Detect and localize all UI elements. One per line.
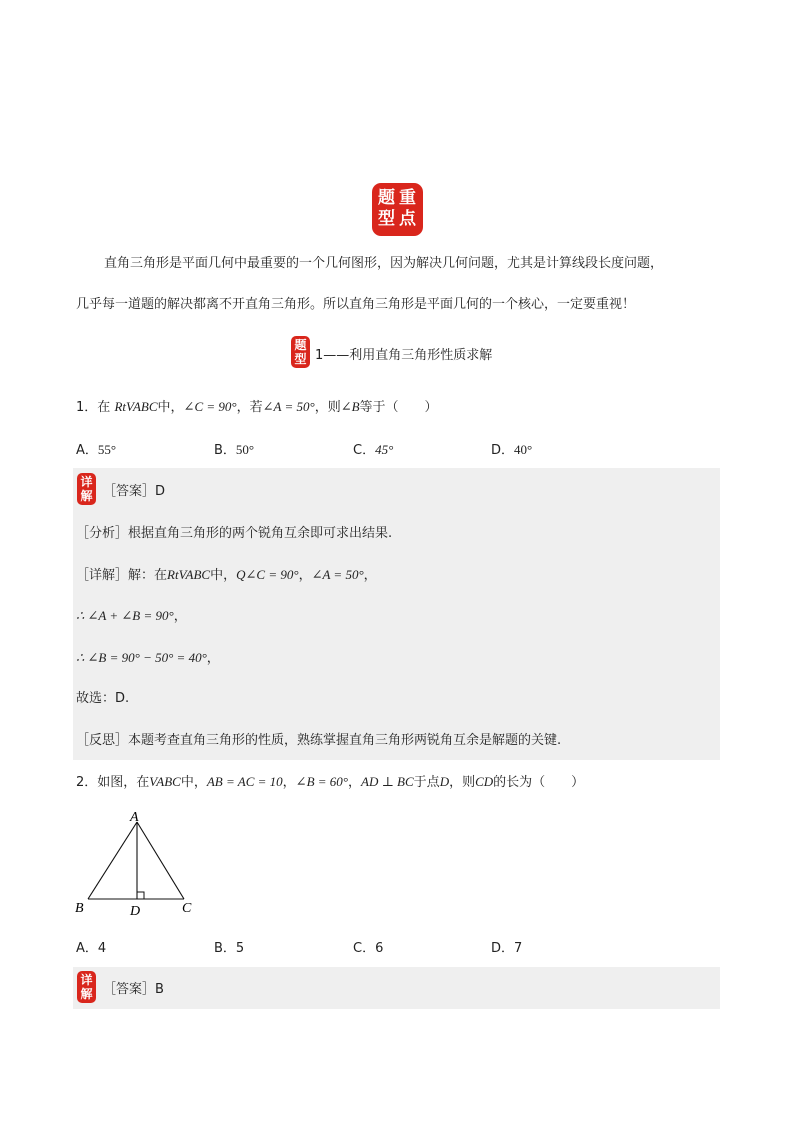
q2-option-c[interactable] (353, 940, 383, 958)
q2-stem-text: 中， (180, 775, 207, 790)
key-question-type-logo (372, 183, 423, 236)
q1-option-b[interactable] (214, 441, 254, 460)
q1-step-1 (76, 607, 187, 626)
q1-angle-c: ∠C = 90° (183, 399, 237, 414)
detail-math: Q∠C = 90° (236, 567, 299, 582)
intro-line-2: 几乎每一道题的解决都离不开直角三角形。所以直角三角形是平面几何的一个核心，一定要重视！ (76, 297, 636, 312)
option-letter: B． (214, 941, 236, 956)
option-letter: B． (214, 443, 236, 458)
logo-char-4: 型 (378, 209, 395, 229)
intro-line-1: 直角三角形是平面几何中最重要的一个几何图形，因为解决几何问题，尤其是计算线段长度问题， (104, 256, 664, 271)
q1-choice: 故选：D. (76, 691, 130, 706)
option-value: 7 (514, 941, 523, 956)
detail-text: ［详解］解：在 (76, 568, 168, 583)
q2-stem-text: 于点 (413, 775, 440, 790)
q2-option-b[interactable] (214, 940, 244, 958)
logo-char-2: 点 (399, 209, 416, 229)
logo-char-3: 题 (378, 188, 395, 208)
step-math: ∴ ∠B = 90° − 50° = 40° (76, 650, 207, 665)
question-1-stem (76, 398, 438, 417)
q2-segment-cd: CD (475, 774, 494, 789)
badge-char-1: 详 (80, 973, 93, 987)
option-letter: D． (491, 443, 515, 458)
q1-option-d[interactable] (491, 441, 532, 460)
q2-stem-text: ， (347, 775, 361, 790)
triangle-figure (70, 805, 200, 920)
step-math: ∴ ∠A + ∠B = 90° (76, 608, 174, 623)
badge-char-1: 题 (294, 338, 307, 352)
q1-angle-b: ∠B (340, 399, 360, 414)
badge-char-2: 型 (294, 352, 307, 366)
q1-option-a[interactable] (76, 441, 116, 460)
q2-solution-box (73, 967, 720, 1009)
side-ac (137, 822, 184, 899)
side-ab (88, 822, 137, 899)
q2-point-d: D (439, 774, 450, 789)
q1-reflection: ［反思］本题考查直角三角形的性质，熟练掌握直角三角形两锐角互余是解题的关键. (76, 733, 562, 748)
badge-char-1: 详 (80, 475, 93, 489)
label-c: C (182, 901, 192, 916)
q2-sides: AB = AC = 10 (206, 774, 283, 789)
label-b: B (75, 901, 84, 916)
option-letter: D． (491, 941, 515, 956)
detail-math: ∠A = 50° (311, 567, 364, 582)
q1-step-2 (76, 649, 220, 668)
question-2-stem (76, 773, 584, 792)
question-type-badge (291, 336, 310, 368)
detail-solution-badge (77, 473, 96, 505)
option-letter: C． (353, 941, 376, 956)
option-value: 5 (235, 941, 245, 956)
step-text: ， (173, 609, 187, 624)
q1-number: 1． (76, 400, 98, 415)
section-title: 1——利用直角三角形性质求解 (315, 348, 493, 363)
detail-text: ， (363, 568, 377, 583)
q2-stem-text: 如图，在 (97, 775, 150, 790)
q2-option-a[interactable] (76, 940, 106, 958)
q1-stem-text: ，则 (314, 400, 341, 415)
option-letter: A． (76, 941, 98, 956)
option-value: 55° (97, 442, 117, 457)
option-letter: A． (76, 443, 98, 458)
label-a: A (130, 810, 139, 825)
q1-detail (76, 566, 377, 585)
option-letter: C． (353, 443, 376, 458)
q1-answer: ［答案］D (103, 484, 166, 499)
detail-text: 中， (210, 568, 237, 583)
q2-stem-text: ，则 (449, 775, 476, 790)
q1-triangle: RtVABC (114, 399, 158, 414)
q2-perpendicular: AD ⊥ BC (361, 774, 414, 789)
badge-char-2: 解 (80, 489, 93, 503)
option-value: 4 (97, 941, 107, 956)
q1-angle-a: ∠A = 50° (262, 399, 315, 414)
option-value: 45° (375, 442, 394, 457)
q1-option-c[interactable] (353, 441, 393, 460)
badge-char-2: 解 (80, 987, 93, 1001)
option-value: 50° (235, 442, 255, 457)
detail-text: ， (298, 568, 312, 583)
q2-angle-b: ∠B = 60° (295, 774, 348, 789)
q2-number: 2． (76, 775, 98, 790)
option-value: 6 (375, 941, 384, 956)
detail-solution-badge (77, 971, 96, 1003)
q1-stem-text: 等于（ ） (359, 400, 438, 415)
option-value: 40° (514, 442, 533, 457)
q2-stem-text: 的长为（ ） (493, 775, 585, 790)
q1-stem-text: 中， (157, 400, 184, 415)
q2-option-d[interactable] (491, 940, 522, 958)
right-angle-mark (137, 892, 144, 899)
logo-char-1: 重 (399, 188, 416, 208)
q1-stem-text: 在 (97, 400, 111, 415)
step-text: ， (206, 651, 220, 666)
q1-analysis: ［分析］根据直角三角形的两个锐角互余即可求出结果. (76, 526, 393, 541)
q2-stem-text: ， (282, 775, 296, 790)
q2-answer: ［答案］B (103, 982, 164, 997)
q2-triangle: VABC (149, 774, 181, 789)
label-d: D (130, 904, 141, 919)
detail-math: RtVABC (167, 567, 211, 582)
q1-stem-text: ，若 (236, 400, 263, 415)
